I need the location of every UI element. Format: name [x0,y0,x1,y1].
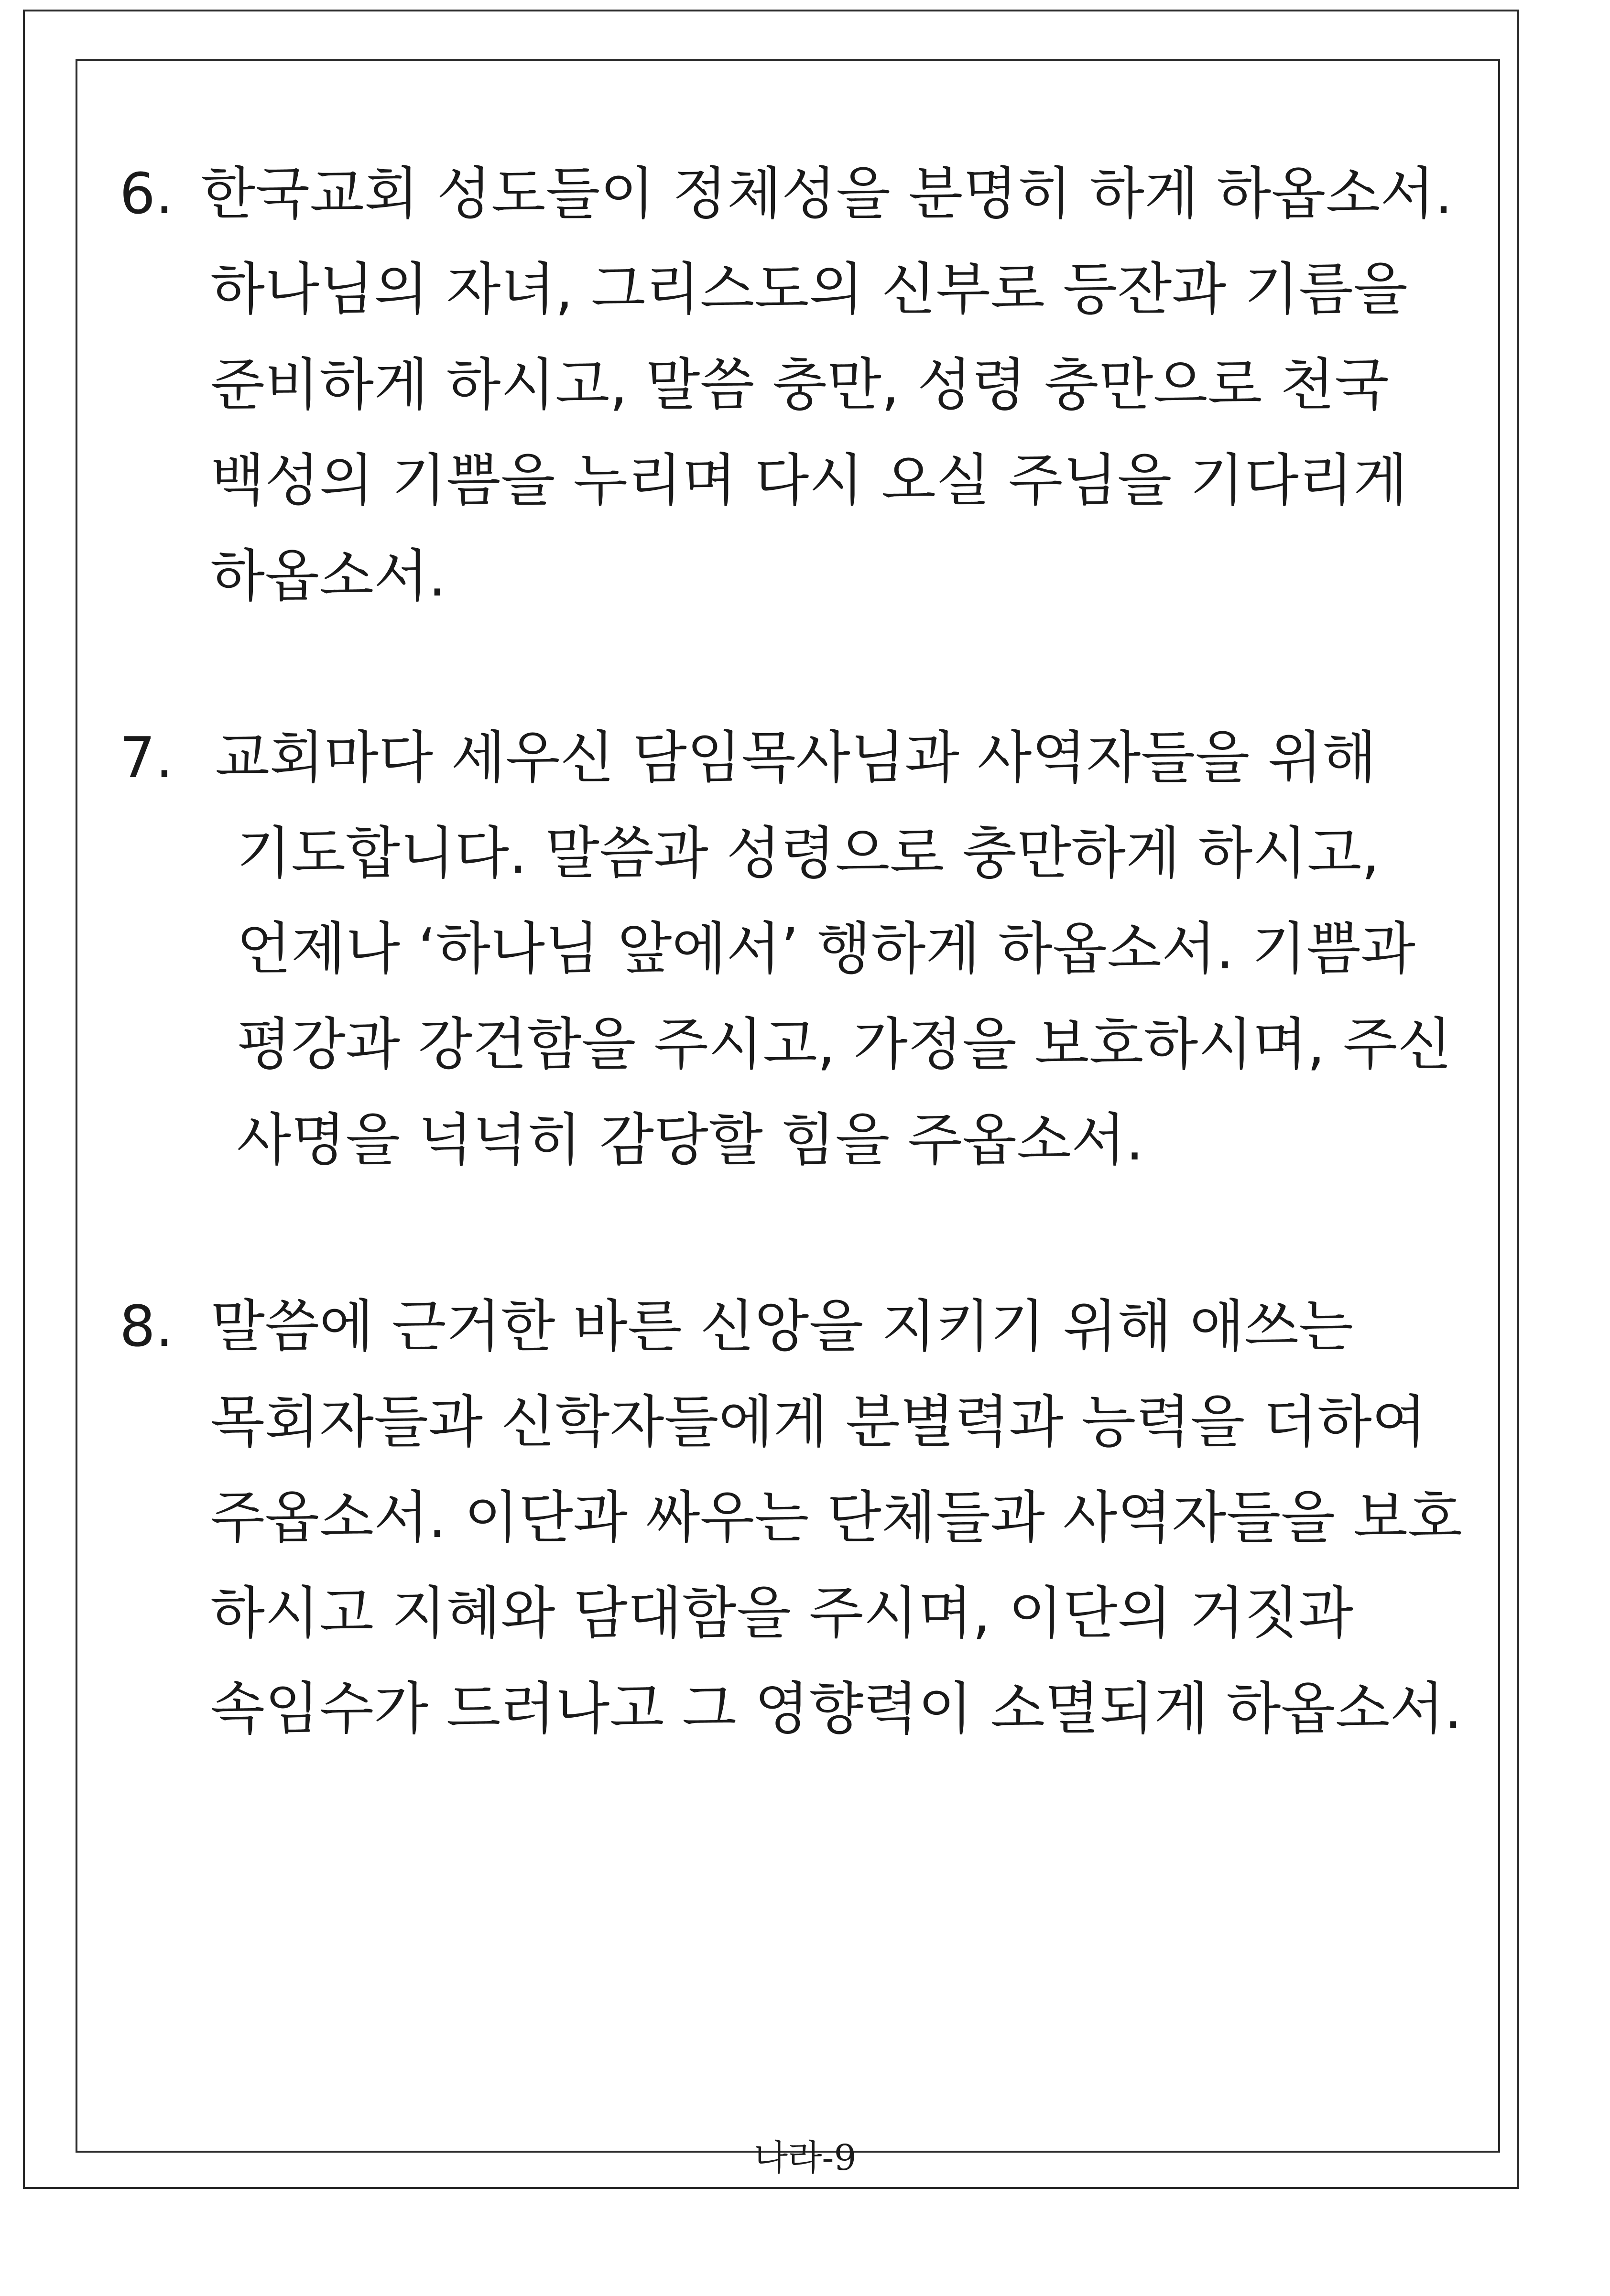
item-line: 교회마다 세우신 담임목사님과 사역자들을 위해 [215,725,1377,791]
item-line: 기도합니다. 말씀과 성령으로 충만하게 하시고, [237,820,1380,886]
item-line: 한국교회 성도들이 정체성을 분명히 하게 하옵소서. [201,161,1453,227]
item-line: 사명을 넉넉히 감당할 힘을 주옵소서. [237,1107,1144,1173]
item-line: 말씀에 근거한 바른 신앙을 지키기 위해 애쓰는 [210,1293,1353,1359]
item-line: 하시고 지혜와 담대함을 주시며, 이단의 거짓과 [210,1580,1353,1646]
item-number: 7. [120,725,174,791]
item-line: 하옵소서. [210,543,446,609]
page-number: 나라-9 [753,2137,857,2178]
item-line: 주옵소서. 이단과 싸우는 단체들과 사역자들을 보호 [210,1484,1462,1550]
item-line: 준비하게 하시고, 말씀 충만, 성령 충만으로 천국 [210,352,1389,418]
item-line: 평강과 강건함을 주시고, 가정을 보호하시며, 주신 [237,1011,1452,1077]
item-number: 8. [120,1293,174,1359]
item-line: 속임수가 드러나고 그 영향력이 소멸되게 하옵소서. [210,1676,1462,1742]
item-line: 백성의 기쁨을 누리며 다시 오실 주님을 기다리게 [210,447,1408,513]
item-line: 하나님의 자녀, 그리스도의 신부로 등잔과 기름을 [210,256,1408,322]
item-number: 6. [120,161,174,227]
item-line: 언제나 ‘하나님 앞에서’ 행하게 하옵소서. 기쁨과 [237,916,1415,982]
item-line: 목회자들과 신학자들에게 분별력과 능력을 더하여 [210,1389,1426,1455]
